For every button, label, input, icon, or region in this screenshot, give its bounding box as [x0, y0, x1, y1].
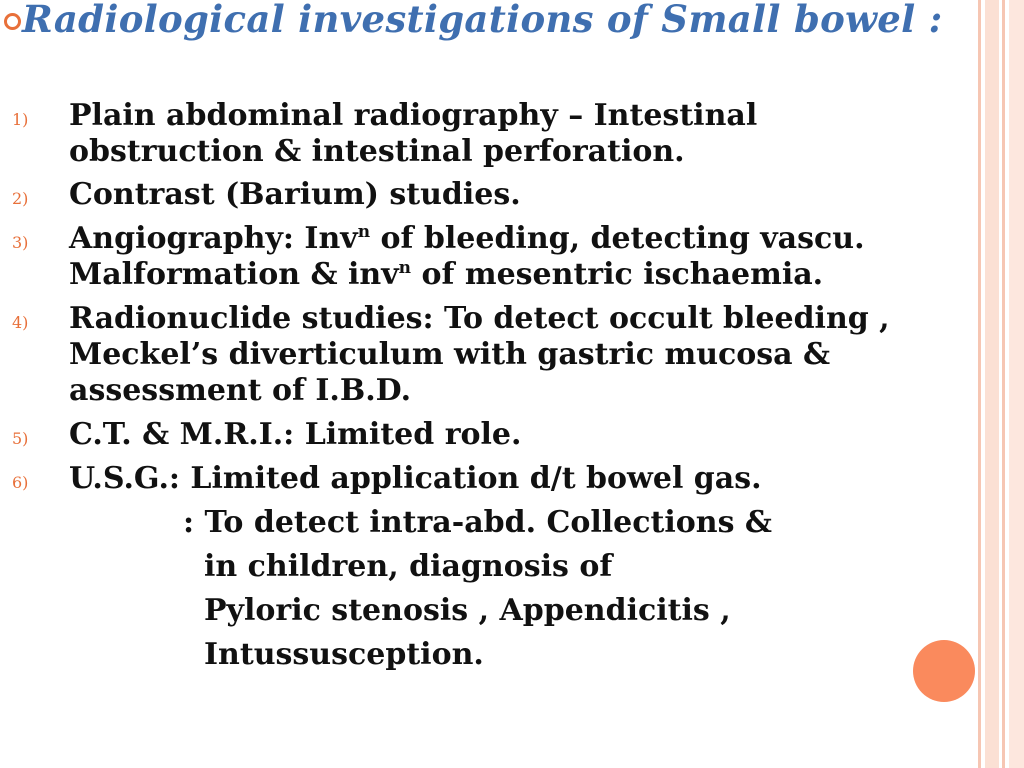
item-4-line-1: Radionuclide studies: To detect occult bleeding ,: [69, 301, 890, 336]
item-3-line-1: [69, 221, 999, 256]
item-number-5: 5): [12, 429, 29, 448]
usg-detail-line-4: Intussusception.: [204, 637, 484, 672]
item-3-line-1-text-a: Angiography: Inv: [69, 221, 358, 256]
item-number-1: 1): [12, 110, 29, 129]
item-3-line-2-superscript: n: [398, 258, 412, 278]
item-1-line-2: obstruction & intestinal perforation.: [69, 134, 685, 169]
item-number-6: 6): [12, 473, 29, 492]
usg-detail-line-2: in children, diagnosis of: [204, 549, 613, 584]
usg-detail-line-1: : To detect intra-abd. Collections &: [183, 505, 772, 540]
item-5-line-1: C.T. & M.R.I.: Limited role.: [69, 417, 522, 452]
right-stripe-thin-2: [1002, 0, 1005, 768]
item-number-2: 2): [12, 189, 29, 208]
usg-detail-line-3: Pyloric stenosis , Appendicitis ,: [204, 593, 731, 628]
item-1-line-1: Plain abdominal radiography – Intestinal: [69, 98, 758, 133]
item-number-4: 4): [12, 313, 29, 332]
item-3-line-2: [69, 257, 999, 292]
item-number-3: 3): [12, 233, 29, 252]
item-4-line-3: assessment of I.B.D.: [69, 373, 412, 408]
item-3-line-2-text-a: Malformation & inv: [69, 257, 399, 292]
item-3-line-2-text-b: of mesentric ischaemia.: [411, 257, 824, 292]
right-stripe-wide-2: [1009, 0, 1024, 768]
item-3-line-1-superscript: n: [357, 222, 371, 242]
item-2-line-1: Contrast (Barium) studies.: [69, 177, 521, 212]
slide-title: Radiological investigations of Small bowel :: [22, 0, 943, 41]
item-4-line-2: Meckel’s diverticulum with gastric mucosa &: [69, 337, 831, 372]
item-6-line-1: U.S.G.: Limited application d/t bowel gas.: [69, 461, 762, 496]
orange-dot-icon: [913, 640, 975, 702]
item-3-line-1-text-b: of bleeding, detecting vascu.: [370, 221, 865, 256]
circle-bullet-icon: [4, 13, 21, 30]
